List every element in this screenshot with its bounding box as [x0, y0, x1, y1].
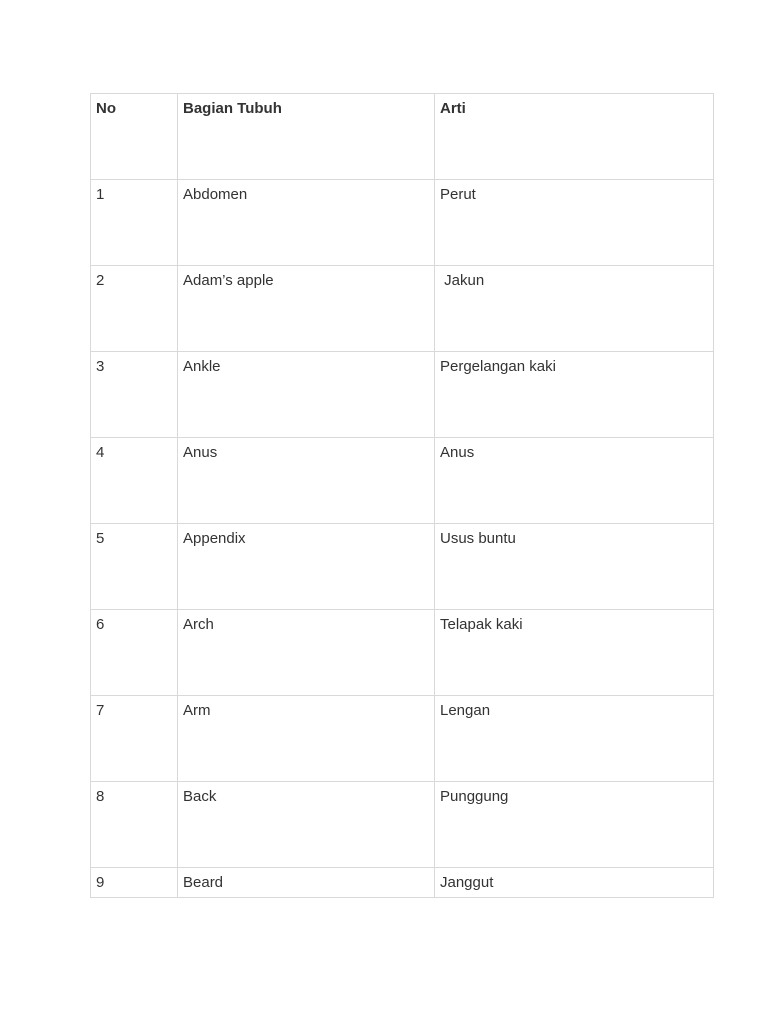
table-row — [91, 352, 714, 438]
cell-body-part: Appendix — [178, 524, 435, 610]
table-row — [91, 696, 714, 782]
cell-no: 9 — [91, 868, 178, 898]
header-meaning: Arti — [435, 94, 714, 180]
table-row — [91, 438, 714, 524]
cell-no: 8 — [91, 782, 178, 868]
table-row — [91, 266, 714, 352]
cell-body-part: Ankle — [178, 352, 435, 438]
cell-body-part: Abdomen — [178, 180, 435, 266]
cell-meaning: Jakun — [435, 266, 714, 352]
cell-meaning: Janggut — [435, 868, 714, 898]
cell-body-part: Arch — [178, 610, 435, 696]
cell-meaning: Telapak kaki — [435, 610, 714, 696]
cell-no: 7 — [91, 696, 178, 782]
cell-meaning: Lengan — [435, 696, 714, 782]
table-header-row — [91, 94, 714, 180]
cell-no: 2 — [91, 266, 178, 352]
cell-no: 3 — [91, 352, 178, 438]
vocabulary-table — [90, 93, 714, 898]
cell-body-part: Anus — [178, 438, 435, 524]
table-row — [91, 782, 714, 868]
cell-meaning: Punggung — [435, 782, 714, 868]
table-row — [91, 610, 714, 696]
cell-no: 4 — [91, 438, 178, 524]
cell-meaning: Anus — [435, 438, 714, 524]
cell-no: 6 — [91, 610, 178, 696]
cell-no: 1 — [91, 180, 178, 266]
table-row — [91, 180, 714, 266]
cell-body-part: Back — [178, 782, 435, 868]
cell-body-part: Beard — [178, 868, 435, 898]
cell-body-part: Adam’s apple — [178, 266, 435, 352]
cell-meaning: Pergelangan kaki — [435, 352, 714, 438]
header-no: No — [91, 94, 178, 180]
cell-no: 5 — [91, 524, 178, 610]
cell-meaning: Perut — [435, 180, 714, 266]
cell-meaning: Usus buntu — [435, 524, 714, 610]
table-row — [91, 868, 714, 898]
table-row — [91, 524, 714, 610]
cell-body-part: Arm — [178, 696, 435, 782]
header-body-part: Bagian Tubuh — [178, 94, 435, 180]
